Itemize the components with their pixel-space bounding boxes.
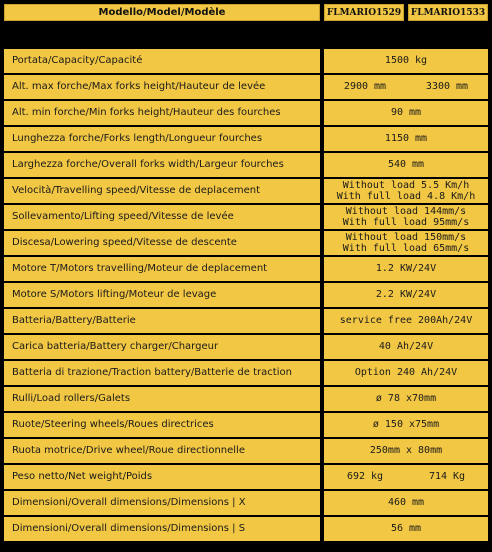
spec-label: Dimensioni/Overall dimensions/Dimensions | S (4, 517, 320, 541)
spec-row (4, 335, 488, 359)
spec-label: Carica batteria/Battery charger/Chargeur (4, 335, 320, 359)
spec-value: service free 200Ah/24V (324, 309, 488, 333)
spec-row (4, 153, 488, 177)
spec-row (4, 465, 488, 489)
spec-value: 90 mm (324, 101, 488, 125)
spec-value: 1.2 KW/24V (324, 257, 488, 281)
spec-value-line: Without load 150mm/s (345, 232, 467, 243)
spec-row (4, 309, 488, 333)
spec-row (4, 101, 488, 125)
spec-label: Velocità/Travelling speed/Vitesse de deplacement (4, 179, 320, 203)
model-header: Modello/Model/Modèle (4, 4, 320, 21)
spec-row (4, 75, 488, 99)
spec-value-stack (324, 231, 488, 255)
model-1-header: FLMARIO1529 (324, 4, 404, 21)
spec-value: 1500 kg (324, 49, 488, 73)
spec-value: 2.2 KW/24V (324, 283, 488, 307)
spec-label: Alt. max forche/Max forks height/Hauteur de levée (4, 75, 320, 99)
spec-value-pair (324, 465, 488, 489)
spec-value: 40 Ah/24V (324, 335, 488, 359)
spec-label: Discesa/Lowering speed/Vitesse de descente (4, 231, 320, 255)
spec-row (4, 491, 488, 515)
spec-value-stack (324, 205, 488, 229)
model-2-header: FLMARIO1533 (408, 4, 488, 21)
spec-value-model-1: 2900 mm (343, 81, 387, 92)
spec-value: 56 mm (324, 517, 488, 541)
spec-value-line: With full load 95mm/s (342, 217, 470, 228)
spec-value-pair (324, 75, 488, 99)
spec-label: Peso netto/Net weight/Poids (4, 465, 320, 489)
spec-row (4, 127, 488, 151)
spec-label: Dimensioni/Overall dimensions/Dimensions | X (4, 491, 320, 515)
spec-value: 1150 mm (324, 127, 488, 151)
spec-label: Alt. min forche/Min forks height/Hauteur des fourches (4, 101, 320, 125)
spec-value-model-2: 3300 mm (425, 81, 469, 92)
spec-value-line: Without load 144mm/s (345, 206, 467, 217)
spec-value-line: Without load 5.5 Km/h (342, 180, 470, 191)
spec-value-line: With full load 65mm/s (342, 243, 470, 254)
spec-label: Batteria di trazione/Traction battery/Batterie de traction (4, 361, 320, 385)
spec-value-model-2: 714 Kg (428, 471, 466, 482)
spec-row (4, 49, 488, 73)
spec-row (4, 257, 488, 281)
spec-value: 460 mm (324, 491, 488, 515)
spec-value: Option 240 Ah/24V (324, 361, 488, 385)
spec-label: Batteria/Battery/Batterie (4, 309, 320, 333)
spec-label: Ruote/Steering wheels/Roues directrices (4, 413, 320, 437)
spec-label: Rulli/Load rollers/Galets (4, 387, 320, 411)
spec-row (4, 361, 488, 385)
spec-value-stack (324, 179, 488, 203)
spec-row (4, 205, 488, 229)
spec-row (4, 439, 488, 463)
spec-value-model-1: 692 kg (346, 471, 384, 482)
spec-row (4, 283, 488, 307)
spec-row (4, 231, 488, 255)
spec-label: Motore T/Motors travelling/Moteur de deplacement (4, 257, 320, 281)
spec-value: ø 78 x70mm (324, 387, 488, 411)
spec-label: Sollevamento/Lifting speed/Vitesse de levée (4, 205, 320, 229)
spec-label: Motore S/Motors lifting/Moteur de levage (4, 283, 320, 307)
spec-value: 540 mm (324, 153, 488, 177)
spec-row (4, 387, 488, 411)
spec-value: 250mm x 80mm (324, 439, 488, 463)
spec-row (4, 179, 488, 203)
spec-label: Ruota motrice/Drive wheel/Roue directionnelle (4, 439, 320, 463)
spec-label: Larghezza forche/Overall forks width/Largeur fourches (4, 153, 320, 177)
spec-value-line: With full load 4.8 Km/h (336, 191, 476, 202)
spec-row (4, 517, 488, 541)
spec-value: ø 150 x75mm (324, 413, 488, 437)
spec-label: Lunghezza forche/Forks length/Longueur fourches (4, 127, 320, 151)
spec-row (4, 413, 488, 437)
spec-label: Portata/Capacity/Capacité (4, 49, 320, 73)
